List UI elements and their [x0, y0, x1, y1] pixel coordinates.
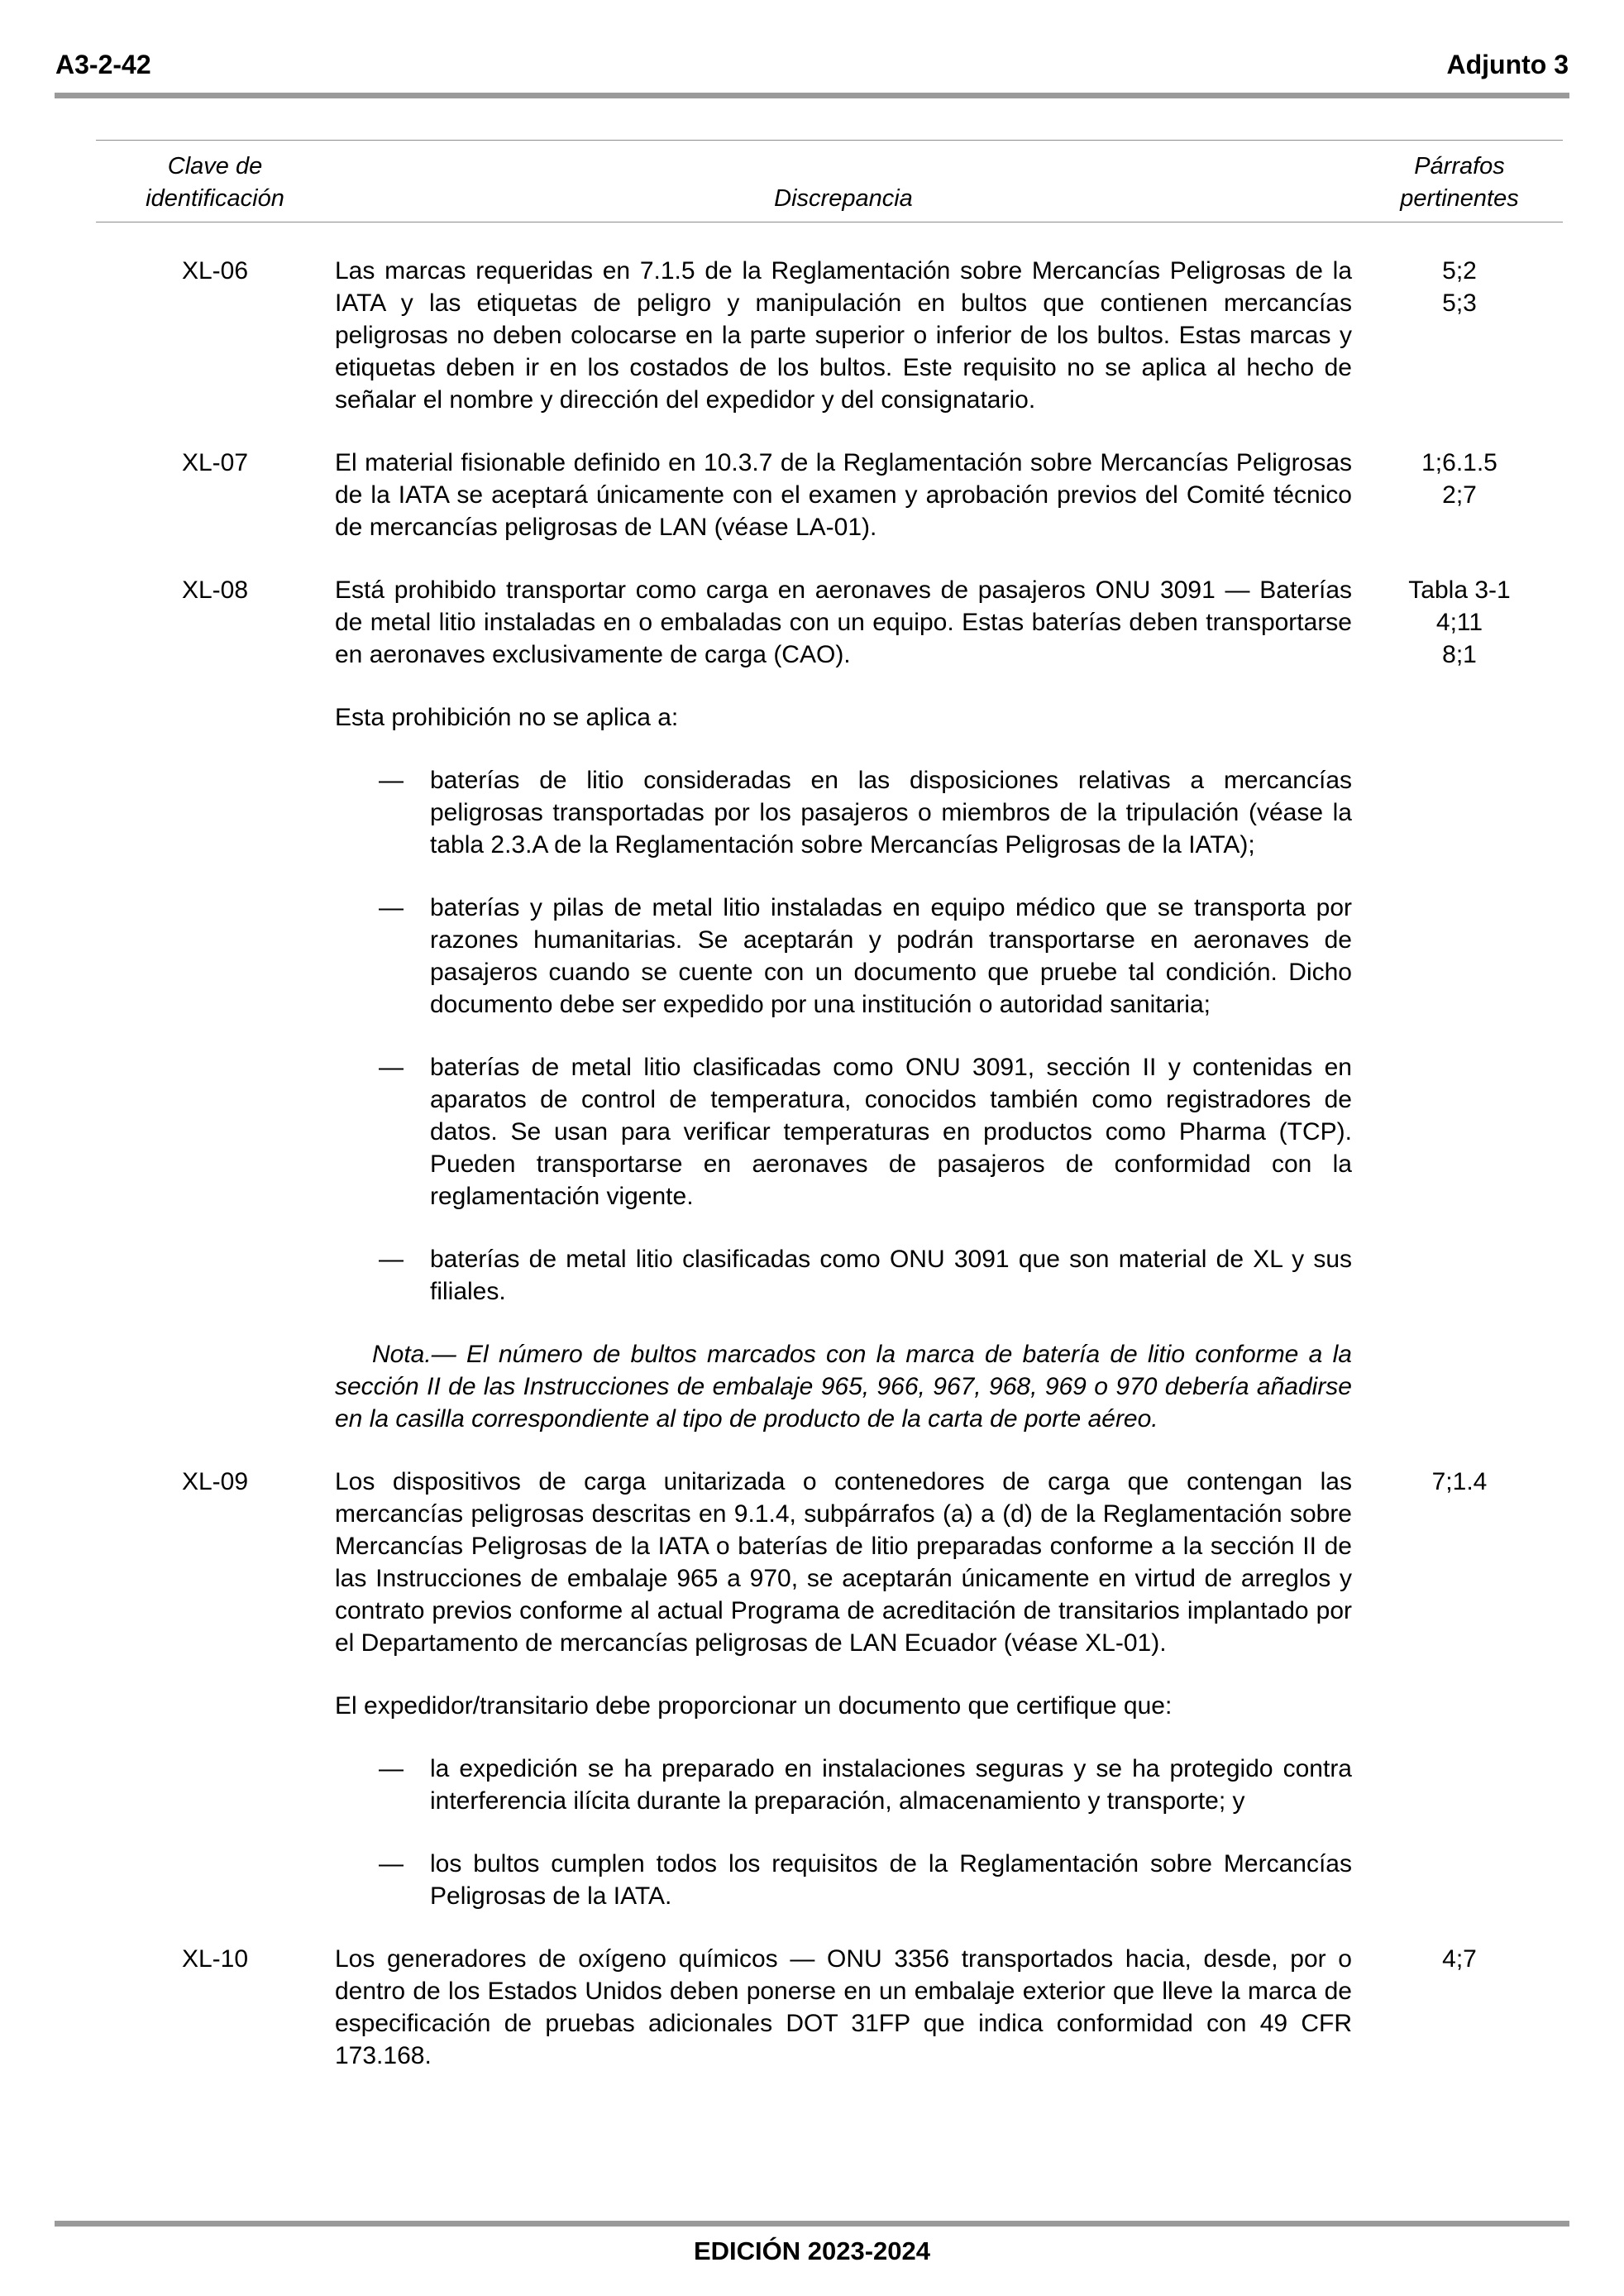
- footer-rule: [55, 2221, 1569, 2227]
- row-key: XL-07: [181, 449, 249, 476]
- dash-marker: —: [379, 1246, 404, 1273]
- row-references: [1368, 574, 1550, 671]
- list-item: [379, 892, 1352, 1021]
- column-header-discrepancy: Discrepancia: [774, 185, 913, 212]
- reference-item: Tabla 3-1: [1408, 576, 1511, 604]
- note-paragraph: Nota.— El número de bultos marcados con la marca de batería de litio conforme a la sección II de las Instrucciones de embalaje 965, 966, 967, 968, 969 o 970 debería añadirse en la casilla correspondiente al tipo de producto de la carta de porte aéreo.: [335, 1341, 1352, 1433]
- discrepancy-paragraph: Los dispositivos de carga unitarizada o contenedores de carga que contengan las mercancías peligrosas descritas en 9.1.4, subpárrafos (a) a (d) de la Reglamentación sobre Mercancías Peligrosas de la IATA o baterías de litio preparadas conforme a la sección II de las Instrucciones de embalaje 965 a 970, se aceptarán únicamente en virtud de arreglos y contrato previos conforme al actual Programa de acreditación de transitarios implantado por el Departamento de mercancías peligrosas de LAN Ecuador (véase XL-01).: [335, 1468, 1352, 1657]
- discrepancy-paragraph: Está prohibido transportar como carga en aeronaves de pasajeros ONU 3091 — Baterías de metal litio instaladas en o embaladas con un equipo. Estas baterías deben transportarse en aeronaves exclusivamente de carga (CAO).: [335, 576, 1352, 668]
- edition-footer: EDICIÓN 2023-2024: [693, 2236, 931, 2265]
- row-key: XL-08: [181, 576, 249, 604]
- discrepancy-paragraph: Esta prohibición no se aplica a:: [335, 704, 679, 731]
- dash-marker: —: [379, 894, 404, 921]
- reference-item: 5;3: [1442, 289, 1477, 317]
- dash-marker: —: [379, 1850, 404, 1877]
- row-key: XL-06: [181, 257, 249, 285]
- dash-marker: —: [379, 1755, 404, 1782]
- table-row: [0, 1943, 1624, 2072]
- row-references: [1368, 1943, 1550, 1975]
- table-top-line: [96, 140, 1563, 141]
- list-item-text: los bultos cumplen todos los requisitos de la Reglamentación sobre Mercancías Peligrosas de la IATA.: [430, 1850, 1352, 1910]
- attachment-label: Adjunto 3: [1446, 50, 1569, 79]
- reference-item: 1;6.1.5: [1421, 449, 1497, 476]
- reference-item: 7;1.4: [1431, 1468, 1488, 1495]
- row-discrepancy: [335, 1943, 1352, 2072]
- list-item: [379, 764, 1352, 861]
- table-row: [0, 255, 1624, 416]
- column-header-paragraphs-line1: Párrafos: [1414, 153, 1505, 179]
- row-key: XL-10: [181, 1945, 249, 1973]
- reference-item: 8;1: [1442, 641, 1477, 668]
- row-discrepancy: [335, 574, 1352, 1435]
- reference-item: 4;7: [1442, 1945, 1477, 1973]
- discrepancy-paragraph: Los generadores de oxígeno químicos — ONU 3356 transportados hacia, desde, por o dentro de los Estados Unidos deben ponerse en un embalaje exterior que lleve la marca de especificación de pruebas adicionales DOT 31FP que indica conformidad con 49 CFR 173.168.: [335, 1945, 1352, 2069]
- column-header-paragraphs-line2: pertinentes: [1400, 185, 1519, 212]
- page-number: A3-2-42: [55, 50, 151, 79]
- list-item: [379, 1243, 1352, 1308]
- discrepancy-table-body: [0, 255, 1624, 2102]
- list-item-text: baterías de litio consideradas en las disposiciones relativas a mercancías peligrosas transportadas por los pasajeros o miembros de la tripulación (véase la tabla 2.3.A de la Reglamentación sobre Mercancías Peligrosas de la IATA);: [430, 767, 1352, 859]
- header-rule: [55, 93, 1569, 98]
- row-discrepancy: [335, 255, 1352, 416]
- list-item-text: baterías de metal litio clasificadas como ONU 3091 que son material de XL y sus filiales.: [430, 1246, 1352, 1305]
- discrepancy-paragraph: Las marcas requeridas en 7.1.5 de la Reglamentación sobre Mercancías Peligrosas de la IATA y las etiquetas de peligro y manipulación en bultos que contienen mercancías peligrosas no deben colocarse en la parte superior o inferior de los bultos. Estas marcas y etiquetas deben ir en los costados de los bultos. Este requisito no se aplica al hecho de señalar el nombre y dirección del expedidor y del consignatario.: [335, 257, 1352, 414]
- table-row: [0, 447, 1624, 543]
- list-item-text: baterías de metal litio clasificadas como ONU 3091, sección II y contenidas en aparatos de control de temperatura, conocidos también como registradores de datos. Se usan para verificar temperaturas en productos como Pharma (TCP). Pueden transportarse en aeronaves de pasajeros de conformidad con la reglamentación vigente.: [430, 1054, 1352, 1210]
- list-item: [379, 1051, 1352, 1213]
- row-key: XL-09: [181, 1468, 249, 1495]
- table-row: [0, 1466, 1624, 1912]
- list-item-text: la expedición se ha preparado en instalaciones seguras y se ha protegido contra interferencia ilícita durante la preparación, almacenamiento y transporte; y: [430, 1755, 1352, 1815]
- discrepancy-paragraph: El expedidor/transitario debe proporcionar un documento que certifique que:: [335, 1692, 1173, 1720]
- row-discrepancy: [335, 447, 1352, 543]
- reference-item: 5;2: [1442, 257, 1477, 285]
- column-header-key-line2: identificación: [146, 185, 284, 212]
- dash-marker: —: [379, 1054, 404, 1081]
- discrepancy-paragraph: El material fisionable definido en 10.3.7 de la Reglamentación sobre Mercancías Peligrosas de la IATA se aceptará únicamente con el examen y aprobación previos del Comité técnico de mercancías peligrosas de LAN (véase LA-01).: [335, 449, 1352, 541]
- row-references: [1368, 447, 1550, 511]
- list-item-text: baterías y pilas de metal litio instaladas en equipo médico que se transporta por razones humanitarias. Se aceptarán y podrán transportarse en aeronaves de pasajeros cuando se cuente con un documento que pruebe tal condición. Dicho documento debe ser expedido por una institución o autoridad sanitaria;: [430, 894, 1352, 1018]
- row-references: [1368, 255, 1550, 319]
- table-row: [0, 574, 1624, 1435]
- row-references: [1368, 1466, 1550, 1498]
- reference-item: 4;11: [1435, 609, 1483, 636]
- list-item: [379, 1848, 1352, 1912]
- row-discrepancy: [335, 1466, 1352, 1912]
- column-header-paragraphs: [1368, 151, 1550, 215]
- column-header-key: [107, 151, 322, 215]
- list-item: [379, 1753, 1352, 1817]
- dash-marker: —: [379, 767, 404, 794]
- column-header-key-line1: Clave de: [167, 153, 263, 179]
- reference-item: 2;7: [1442, 481, 1477, 509]
